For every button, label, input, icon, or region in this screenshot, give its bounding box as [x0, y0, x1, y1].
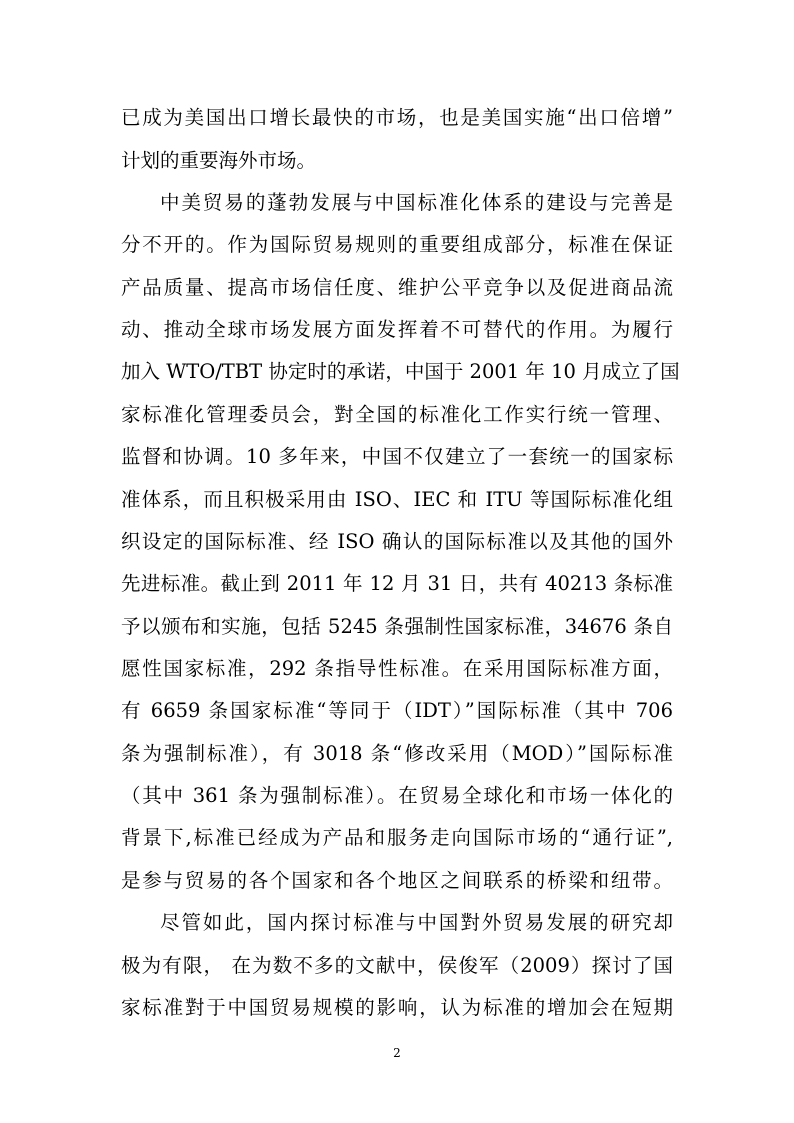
body-text-line: 加入 WTO/TBT 协定时的承诺，中国于 2001 年 10 月成立了国: [121, 360, 680, 383]
body-text-line: 愿性国家标准，292 条指导性标准。在采用国际标准方面，: [121, 657, 673, 680]
body-text-line: 监督和协调。10 多年来，中国不仅建立了一套统一的国家标: [121, 445, 673, 468]
body-text-line: 极为有限， 在为数不多的文献中，侯俊军（2009）探讨了国: [121, 954, 673, 977]
body-text-line: 有 6659 条国家标准“等同于（IDT）”国际标准（其中 706: [121, 699, 673, 722]
body-text-line: 计划的重要海外市场。: [121, 149, 317, 172]
body-text-line: 予以颁布和实施，包括 5245 条强制性国家标准，34676 条自: [121, 615, 673, 638]
body-text-line: 尽管如此，国内探讨标准与中国對外贸易发展的研究却: [160, 911, 673, 934]
body-text-line: 家标准對于中国贸易规模的影响，认为标准的增加会在短期: [121, 996, 673, 1019]
body-text-line: 已成为美国出口增长最快的市场，也是美国实施“出口倍增”: [121, 106, 673, 129]
body-text-line: 准体系，而且积极采用由 ISO、IEC 和 ITU 等国际标准化组: [121, 488, 673, 511]
body-text-line: 家标准化管理委员会，對全国的标准化工作实行统一管理、: [121, 403, 673, 426]
page-number: 2: [393, 1046, 401, 1060]
body-text-line: 背景下,标准已经成为产品和服务走向国际市场的“通行证”,: [121, 826, 673, 849]
body-text-line: 条为强制标准），有 3018 条“修改采用（MOD）”国际标准: [121, 742, 673, 765]
body-text-line: 先进标准。截止到 2011 年 12 月 31 日，共有 40213 条标准: [121, 572, 673, 595]
body-text-line: （其中 361 条为强制标准）。在贸易全球化和市场一体化的: [121, 784, 673, 807]
body-text-line: 织设定的国际标准、经 ISO 确认的国际标准以及其他的国外: [121, 530, 673, 553]
body-text-line: 产品质量、提高市场信任度、维护公平竞争以及促进商品流: [121, 276, 673, 299]
body-text-line: 分不开的。作为国际贸易规则的重要组成部分，标准在保证: [121, 233, 673, 256]
body-text-line: 是参与贸易的各个国家和各个地区之间联系的桥梁和纽带。: [121, 869, 673, 892]
body-text-line: 中美贸易的蓬勃发展与中国标准化体系的建设与完善是: [160, 191, 673, 214]
body-text-line: 动、推动全球市场发展方面发挥着不可替代的作用。为履行: [121, 318, 673, 341]
